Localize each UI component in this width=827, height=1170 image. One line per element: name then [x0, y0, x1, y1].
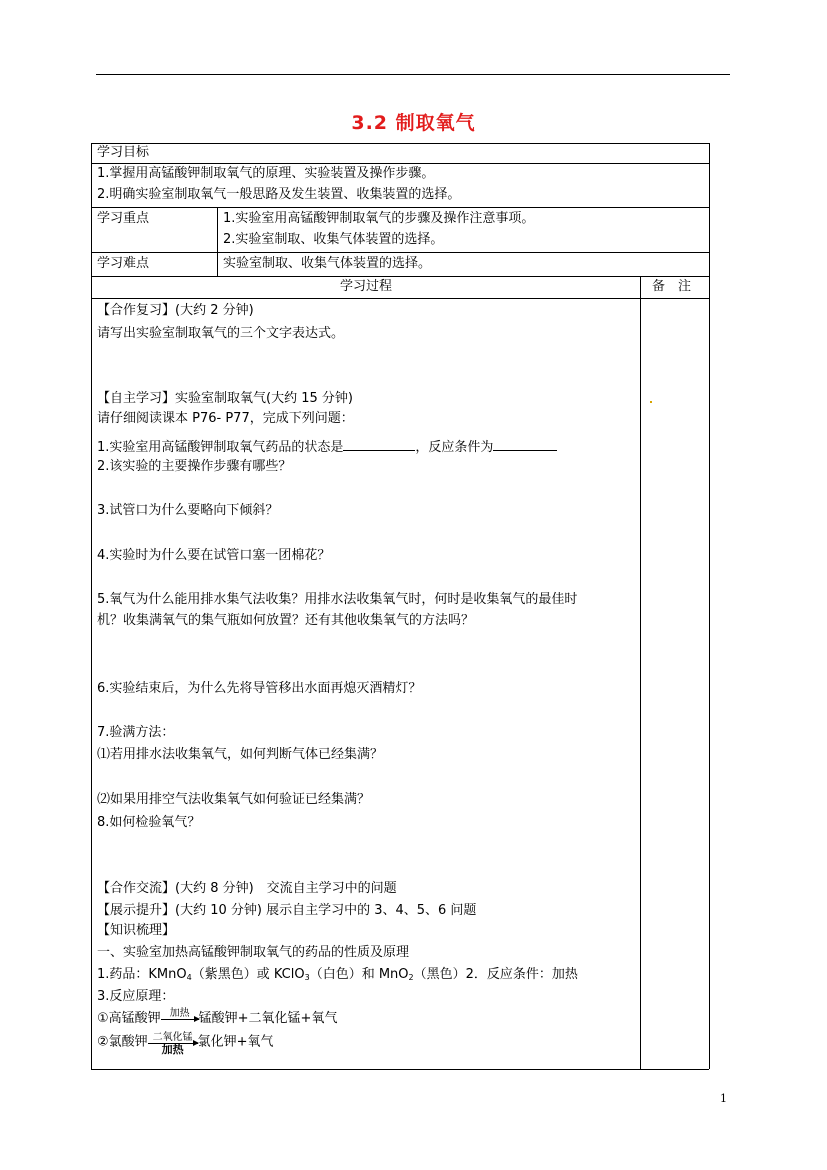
exchange-heading: 【合作交流】(大约 8 分钟) 交流自主学习中的问题 [97, 881, 397, 896]
summary-line-1: 一、实验室加热高锰酸钾制取氧气的药品的性质及原理 [97, 945, 410, 960]
table-border-left [91, 143, 92, 1069]
principle-heading: 3.反应原理： [97, 989, 175, 1004]
reaction-arrow [148, 1032, 198, 1056]
question-3: 3.试管口为什么要略向下倾斜？ [97, 503, 279, 518]
question-7: 7.验满方法： [97, 725, 175, 740]
notes-column-divider [640, 276, 641, 1069]
header-rule [96, 74, 730, 75]
review-task: 请写出实验室制取氧气的三个文字表达式。 [97, 326, 345, 341]
products: 氯化钾+氧气 [197, 1034, 274, 1050]
goal-item: 1.掌握用高锰酸钾制取氧气的原理、实验装置及操作步骤。 [97, 166, 435, 181]
reaction-arrow [161, 1008, 199, 1020]
subscript: 4 [186, 973, 192, 982]
drug-text: （白色）和 MnO [309, 967, 409, 982]
table-border-top [91, 143, 709, 144]
key-label: 学习重点 [97, 211, 150, 226]
difficulty-text: 实验室制取、收集气体装置的选择。 [223, 256, 432, 271]
products: 锰酸钾+二氧化锰+氧气 [198, 1011, 338, 1026]
subscript: 2 [408, 973, 414, 982]
condition-label: 加热 [161, 1043, 184, 1056]
drug-text: （黑色）2．反应条件：加热 [413, 967, 578, 982]
row-divider [91, 207, 709, 208]
row-divider [91, 252, 709, 253]
condition-label: 加热 [169, 1007, 190, 1019]
key-item: 1.实验室用高锰酸钾制取氧气的步骤及操作注意事项。 [223, 211, 535, 226]
question-8: 8.如何检验氧气？ [97, 815, 201, 830]
table-border-bottom [91, 1069, 709, 1070]
answer-blank[interactable] [343, 436, 415, 451]
row-divider [91, 298, 709, 299]
question-6: 6.实验结束后，为什么先将导管移出水面再熄灭酒精灯？ [97, 681, 422, 696]
catalyst-label: 二氧化锰 [152, 1032, 193, 1043]
arrow-icon [161, 1019, 199, 1020]
stray-mark [650, 401, 652, 403]
self-study-heading: 【自主学习】实验室制取氧气(大约 15 分钟) [97, 391, 353, 406]
question-1-text: 1.实验室用高锰酸钾制取氧气药品的状态是 [97, 440, 344, 455]
difficulty-label: 学习难点 [97, 256, 150, 271]
drug-line [97, 965, 578, 985]
label-column-divider [217, 207, 218, 276]
page-title: 3.2 制取氧气 [351, 112, 476, 134]
reaction-1 [97, 1009, 337, 1029]
reactant: ①高锰酸钾 [97, 1011, 161, 1026]
drug-text: （紫黑色）或 KClO [191, 967, 305, 982]
row-divider [91, 276, 709, 277]
reactant: ②氯酸钾 [97, 1034, 148, 1050]
question-4: 4.实验时为什么要在试管口塞一团棉花？ [97, 548, 331, 563]
notes-label: 备 注 [652, 279, 692, 294]
arrow-icon [148, 1043, 198, 1044]
table-border-right [709, 143, 710, 1069]
key-item: 2.实验室制取、收集气体装置的选择。 [223, 232, 444, 247]
answer-blank[interactable] [493, 436, 557, 451]
review-heading: 【合作复习】(大约 2 分钟) [97, 303, 254, 318]
question-1 [97, 436, 557, 458]
goal-label: 学习目标 [97, 145, 150, 160]
question-1-text-b: ，反应条件为 [415, 440, 494, 455]
show-heading: 【展示提升】(大约 10 分钟) 展示自主学习中的 3、4、5、6 问题 [97, 903, 477, 918]
question-7-1: ⑴若用排水法收集氧气，如何判断气体已经集满？ [97, 747, 384, 762]
drug-text: 1.药品：KMnO [97, 967, 187, 982]
page-number: 1 [720, 1092, 727, 1105]
process-label: 学习过程 [340, 279, 393, 294]
question-5-line1: 5.氧气为什么能用排水集气法收集？用排水法收集氧气时，何时是收集氧气的最佳时 [97, 592, 578, 607]
reaction-2 [97, 1030, 274, 1054]
subscript: 3 [304, 973, 310, 982]
question-7-2: ⑵如果用排空气法收集氧气如何验证已经集满？ [97, 792, 371, 807]
goal-item: 2.明确实验室制取氧气一般思路及发生装置、收集装置的选择。 [97, 187, 461, 202]
summary-heading: 【知识梳理】 [97, 923, 176, 938]
question-2: 2.该实验的主要操作步骤有哪些？ [97, 459, 292, 474]
self-study-intro: 请仔细阅读课本 P76- P77，完成下列问题： [97, 411, 354, 426]
question-5-line2: 机？收集满氧气的集气瓶如何放置？还有其他收集氧气的方法吗？ [97, 613, 475, 628]
